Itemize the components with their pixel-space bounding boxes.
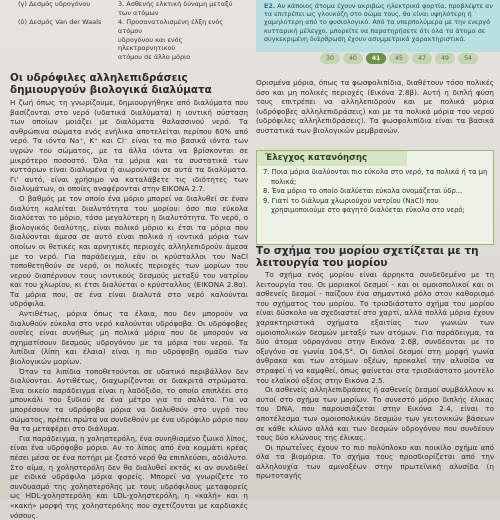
list-term: (δ) Δεσμός Van der Waals [18, 18, 102, 27]
list-definition: των ατόμων [118, 9, 159, 18]
page-ref-pill[interactable]: 54 [458, 53, 478, 64]
page-ref-pill-active[interactable]: 41 [366, 53, 386, 64]
page-ref-pill[interactable]: 40 [343, 53, 363, 64]
list-term: (γ) Δεσμός υδρογόνου [18, 0, 91, 8]
paragraph: Το σχήμα ενός μορίου είναι άρρηκτα συνδεδεμένο με τη λειτουργία του. Οι μοριακοί δεσμοί - και οι ομοιοπολικοί και οι ασθενείς δεσμοί - παίζουν ένα σημαντικό ρόλο στον καθορισμό του σχήματος του μορίου. Το τρισδιάστατο σχήμα του μορίου είναι δύσκολο να σχεδιαστεί στο χαρτί, αλλά πολλά μόρια έχουν χαρακτηριστικά σχήματα εξαιτίας των γωνιών των ομοιοπολικών δεσμών μεταξύ των ατόμων. Για παράδειγμα, τα δύο άτομα υδρογόνου στην Εικόνα 2.6β, συνδέονται με το οξυγόνο σε γωνία 104,5°. Οι διπλοί δεσμοί στη μορφή γωνία άνθρακα και των ατόμων οξέων, προκαλεί την αλυσίδα να στραφεί ή να καμφθεί, όπως φαίνεται στα τρισδιάστατο μοντέλο του ελαϊκού οξέος στην Εικόνα 2.5. [256, 270, 494, 385]
paragraph: Οι πρωτεΐνες έχουν το πιο πολύπλοκο και ποικίλο σχήμα από όλα τα βιομόρια. Το σχήμα τους προσδιορίζεται από την αλληλουχία των αμινοξέων στην πρωτεϊνική αλυσίδα (η πρωτοταγής [256, 442, 494, 481]
paragraph: Όταν τα λιπίδια τοποθετούνται σε υδατικό περιβάλλον δεν διαλύονται. Αντιθέτως, διαχωρίζονται σε διακριτά στρώματα. Ένα οικείο παράδειγμα είναι η λαδόξιδο, το οποίο επιπλέει στο μπουκάλι του ξυδιού σε ένα μέτρο για το σαλάτα. Για να μπορέσουν τα υδρόφοβα μόρια να διαλυθούν στο υγρό του σώματος, πρέπει πρώτα να συνδεθούν με ένα υδρόφιλο μόριο που θα τα μεταφέρει στο διάλυμα. [10, 366, 248, 434]
page-ref-pill[interactable]: 30 [320, 53, 340, 64]
list-definition: 4. Προσανατολισμένη έλξη ενός ατόμου [118, 18, 224, 35]
concept-check-list [261, 168, 489, 216]
paragraph: Για παράδειγμα, η χοληστερόλη, ένα συνηθισμένο ζωικό λίπος, είναι ένα υδρόφοβο μόριο. Αν το λίπος από ένα κομμάτι κρέας πέσει μέσα σε ένα ποτήρι με ζεστό νερό θα επιπλεύσει, αδιάλυτο. Στο αίμα, η χοληστερόλη δεν θα διαλυθεί εκτός κι αν συνδεθεί με ειδικά υδρόφιλα μόρια φορείς. Μπορεί να γνωρίζετε το συνδυασμό της χοληστερόλης με τους υδρόφιλους μεταφορείς ως HDL-χοληστερόλη και LDL-χοληστερόλη, η «καλή» και η «κακή» μορφή της χοληστερόλης που σχετίζονται με καρδιακές νόσους. [10, 433, 248, 520]
paragraph: Οι ασθενείς αλληλεπιδράσεις ή ασθενείς δεσμοί συμβάλλουν κι αυτοί στο σχήμα των μορίων. Το συνεστό μόριο διπλής έλικας του DNA, που παρουσιάζεται στην Εικόνα 2.4, είναι το αποτέλεσμα των ομοιοπολικών δεσμών των γειτονικών βάσεων σε κάθε κλώνο αλλά και των δεσμών υδρογόνου που συνδέουν τους δύο κλώνους της έλικας. [256, 385, 494, 443]
list-item [18, 53, 240, 61]
question-item: 8. Ένα μόριο το οποίο διαλύεται εύκολα ονομάζεται ύδρ... [263, 187, 463, 196]
list-definition: 3. Ασθενής ελκτική δύναμη μεταξύ [118, 0, 233, 8]
list-term [18, 9, 110, 17]
page-reference-nav [320, 53, 478, 64]
question-item: 7. Ποια μόρια διαλύονται πιο εύκολα στο νερό, τα πολικά ή τα μη πολικά; [263, 168, 488, 186]
list-term [18, 36, 110, 52]
concept-check-box [256, 150, 494, 245]
exercise-box [256, 0, 500, 52]
right-column-intro [256, 78, 494, 136]
list-item [18, 36, 240, 52]
list-item [18, 9, 240, 17]
list-definition: υδρογόνου και ενός ηλεκτραρνητικού [118, 35, 183, 53]
right-column-body [256, 270, 494, 481]
question-item: 9. Γιατί το διάλυμα χλωριούχου νατρίου (NaCl) που χρησιμοποιούμε στο φαγητό διαλύεται εύκολα στο νερό; [263, 196, 465, 215]
exercise-text: Αν κάποιος άτομα έχουν ακριβώς ηλεκτρικά φορτία, προβλέψτε αν τα επιτρέπει ως γλουκόζη στο σώμα τους, θα είναι υψηλότερη ή χαμηλότερη από το φυσιολογικό. Από τα υπερπολύμερα με την ενεργό κυτταρική μέλεγχο, μπορείτε να παρατηρήσετε ότι όλα τα άτομα σε συγκεκριμένη διάρθρωση έχουν ασυμμετρικά χαρακτηριστικά. [264, 2, 493, 43]
section-heading-shape: Το σχήμα του μορίου σχετίζεται με τη λειτουργία του μορίου [256, 245, 479, 269]
concept-check-title: Έλεγχος κατανόησης [257, 151, 407, 166]
list-item [18, 18, 240, 34]
list-item [18, 0, 240, 8]
exercise-label: Ε2. [264, 2, 276, 10]
section-heading-hydrophilic: Οι υδρόφιλες αλληλεπιδράσεις δημιουργούν βιολογικά διαλύματα [10, 72, 212, 96]
list-definition: ατόμου σε άλλο μόριο [118, 53, 191, 62]
page-ref-pill[interactable]: 47 [412, 53, 432, 64]
paragraph: Ορισμένα μόρια, όπως τα φωσφολιπίδια, διαθέτουν τόσο πολικές όσο και μη πολικές περιοχές (Εικόνα 2.8β). Αυτή η διπλή φύση τους επιτρέπει να αλληλεπιδρούν και με πολικά μόρια (υδρόφοβες αλληλεπιδράσεις) και με τα πολικά μόρια του νερού (υδρόφιλες αλληλεπιδράσεις). Τα φωσφολιπίδια είναι τα βασικά συστατικά των βιολογικών μεμβρανών. [256, 78, 494, 135]
page-ref-pill[interactable]: 45 [389, 53, 409, 64]
left-column-body [10, 98, 248, 520]
paragraph: Αντιθέτως, μόρια όπως τα έλαια, που δεν μπορούν να διαλυθούν εύκολα στο νερό καλούνται υδρόφοβα. Οι υδρόφοβες ουσίες είναι συνήθως μη πολικά μόρια που δε μπορούν να σχηματίσουν δεσμούς υδρογόνου με τα μόρια του νερού. Τα λιπίδια (λίπη και έλαια) είναι η πιο υδρόφοβη ομάδα των βιολογικών μορίων. [10, 309, 248, 367]
paragraph: Η ζωή όπως τη γνωρίζουμε, δημιουργήθηκε από διαλύματα που βασίζονται στο νερό (υδατικά διαλύματα) η ιοντική σύσταση των οποίων μοιάζει με διαλύματα θαλασσινού νερό. Τα ανθρώπινα σώματα ενός ενήλικα αποτελείται περίπου 60% από νερό. Τα ιόντα Na⁺, K⁺ και Cl⁻ είναι τα πιο βασικά ιόντα των υγρών του σώματος, με τα άλλα ιόντα να βρίσκονται σε μικρότερο ποσοστό. Όλα τα μόρια και τα συστατικά των κυττάρων είναι διαλυμένα ή αιωρούνται σε αυτά τα διαλύματα. Γι' αυτό, είναι χρήσιμο να καταλάβετε τις ιδιότητες των διαλυμάτων, οι οποίες αναφέρονται στην ΕΙΚΟΝΑ 2.7. [10, 98, 248, 194]
paragraph: Ο βαθμός με τον οποίο ένα μόριο μπορεί να διαλυθεί σε έναν διαλύτη καλείται διαλυτότητα του μορίου: όσο πιο εύκολα διαλύεται το μόριο, τόσο μεγαλύτερη η διαλυτότητα. Το νερό, ο βιολογικός διαλύτης, είναι πολικό μόριο κι έτσι τα μόρια που διαλύονται άμεσα σε αυτό είναι πολικά ή ιοντικά μόρια των οποίων οι θετικές και αρνητικές περιοχές αλληλεπιδρούν άμεσα με το νερό. Για παράδειγμα, εάν οι κρύσταλλοι του NaCl τοποθετηθούν σε νερό, οι πολικές περιοχές των μορίων του νερού διαπέρνουν τους ιοντικούς δεσμούς μεταξύ του νατρίου και του χλωρίου, κι έτσι διαλύεται ο κρύσταλλος (ΕΙΚΟΝΑ 2.8α). Τα μόρια που, σε ένα είναι διαλυτά στο νερό καλούνται υδρόφιλα. [10, 193, 248, 309]
matching-list [18, 0, 240, 62]
list-term [18, 53, 110, 61]
page-ref-pill[interactable]: 49 [435, 53, 455, 64]
